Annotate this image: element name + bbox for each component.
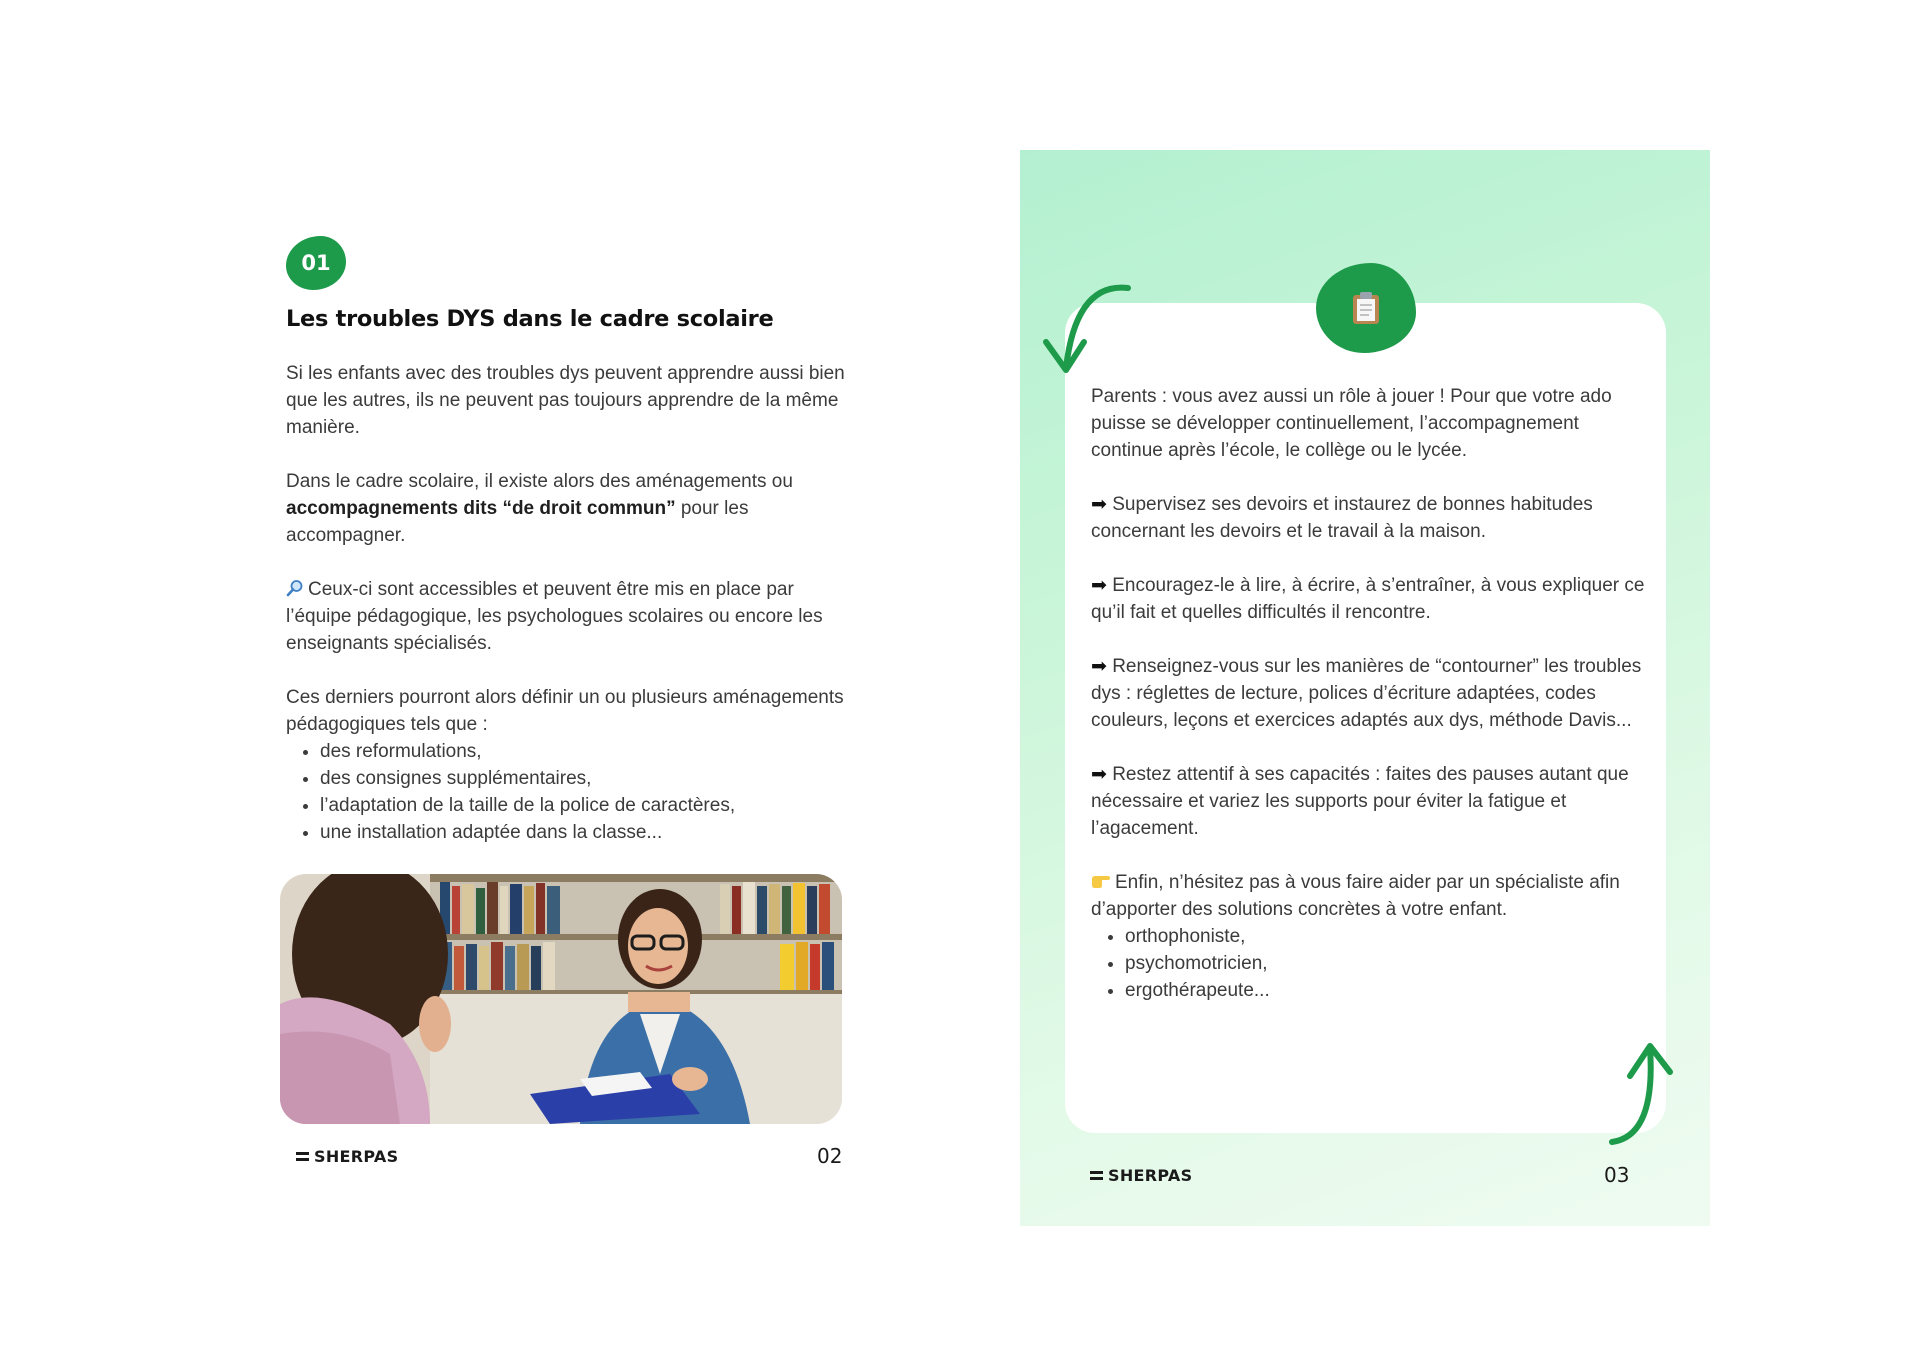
highlight-droit-commun: accompagnements dits “de droit commun”	[286, 498, 676, 519]
brand-logo-right: SHERPAS	[1090, 1166, 1192, 1185]
list-item: • l’adaptation de la taille de la police de caractères,	[320, 792, 846, 819]
tip-item: ➡ Encouragez-le à lire, à écrire, à s’entraîner, à vous expliquer ce qu’il fait et quelles difficultés il rencontre.	[1091, 575, 1645, 623]
tip-item: ➡ Restez attentif à ses capacités : faites des pauses autant que nécessaire et variez les supports pour éviter la fatigue et l’agacement.	[1091, 764, 1629, 839]
list-item: • ergothérapeute...	[1125, 977, 1651, 1004]
list-item: • orthophoniste,	[1125, 923, 1651, 950]
sherpas-logo-icon	[296, 1152, 309, 1161]
paragraph-intro: Si les enfants avec des troubles dys peuvent apprendre aussi bien que les autres, ils ne peuvent pas toujours apprendre de la même manière.	[286, 363, 845, 438]
pointing-hand-icon	[1091, 873, 1111, 889]
paragraph-definir: Ces derniers pourront alors définir un ou plusieurs aménagements pédagogiques tels que :	[286, 687, 844, 735]
paragraph-specialiste: Enfin, n’hésitez pas à vous faire aider par un spécialiste afin d’apporter des solutions concrètes à votre enfant.	[1091, 872, 1620, 920]
magnifier-icon	[286, 579, 304, 597]
paragraph-accessible: Ceux-ci sont accessibles et peuvent être mis en place par l’équipe pédagogique, les psychologues scolaires ou encore les enseignants spécialisés.	[286, 579, 823, 654]
list-item: • psychomotricien,	[1125, 950, 1651, 977]
list-item: • des consignes supplémentaires,	[320, 765, 846, 792]
arrow-right-icon: ➡	[1091, 764, 1107, 785]
sherpas-logo-icon	[1090, 1171, 1103, 1180]
curved-arrow-up-icon	[1606, 1038, 1686, 1148]
arrow-right-icon: ➡	[1091, 575, 1107, 596]
paragraph-amenagements: Dans le cadre scolaire, il existe alors des aménagements ou accompagnements dits “de droit commun” pour les accompagner.	[286, 471, 793, 546]
page-number-left: 02	[817, 1144, 843, 1168]
classroom-photo	[280, 874, 842, 1124]
photo-illustration	[280, 874, 842, 1124]
arrow-right-icon: ➡	[1091, 494, 1107, 515]
tip-item: ➡ Supervisez ses devoirs et instaurez de bonnes habitudes concernant les devoirs et le travail à la maison.	[1091, 494, 1593, 542]
page-number-right: 03	[1604, 1163, 1630, 1187]
tips-card	[1065, 303, 1666, 1133]
section-number-badge	[286, 236, 346, 290]
arrow-right-icon: ➡	[1091, 656, 1107, 677]
section-number: 01	[301, 251, 331, 275]
list-item: • des reformulations,	[320, 738, 846, 765]
clipboard-badge	[1316, 263, 1416, 353]
page-title: Les troubles DYS dans le cadre scolaire	[286, 306, 774, 332]
tips-body	[1091, 383, 1651, 1004]
specialists-list	[1091, 923, 1651, 1004]
tip-item: ➡ Renseignez-vous sur les manières de “contourner” les troubles dys : réglettes de lecture, polices d’écriture adaptées, codes couleurs, leçons et exercices adaptés aux dys, méthode Davis...	[1091, 656, 1642, 731]
brand-logo-left: SHERPAS	[296, 1147, 398, 1166]
paragraph-parents: Parents : vous avez aussi un rôle à jouer ! Pour que votre ado puisse se développer continuellement, l’accompagnement continue après l’école, le collège ou le lycée.	[1091, 386, 1612, 461]
left-body	[286, 360, 846, 846]
list-item: • une installation adaptée dans la classe...	[320, 819, 846, 846]
right-page	[1020, 150, 1710, 1226]
amenagements-list	[286, 738, 846, 846]
clipboard-icon	[1351, 291, 1381, 325]
curved-arrow-down-icon	[1036, 280, 1146, 380]
